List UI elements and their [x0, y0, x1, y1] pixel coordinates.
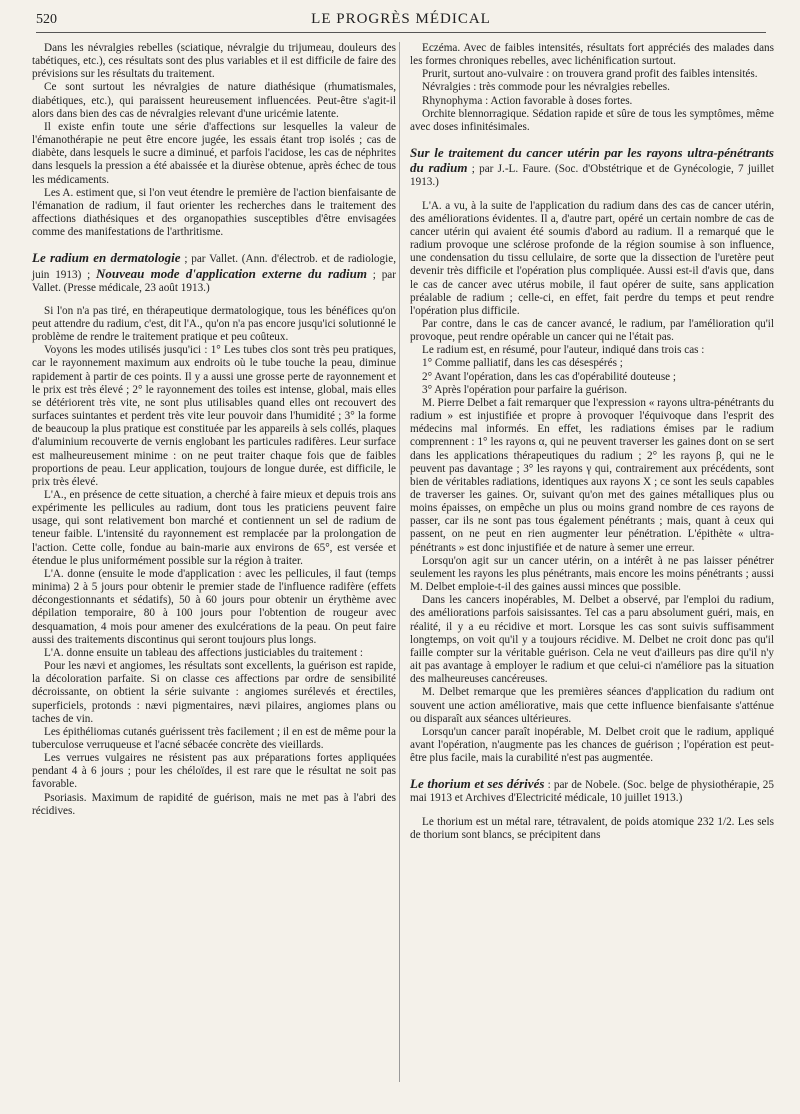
paragraph: Lorsqu'un cancer paraît inopérable, M. Delbet croit que le radium, appliqué avant l'opération, n'augmente pas les chances de guérison ; l'opération est peut-être plus facile, mais la curabilité n'est pas augmentée.: [410, 725, 774, 765]
paragraph: Dans les cancers inopérables, M. Delbet a observé, par l'emploi du radium, des améliorations parfois saisissantes. Tel cas a paru absolument guéri, mais, en réalité, il y a eu récidive et mort. Lorsque les cas sont suivis suffisamment longtemps, on voit qu'il y a toujours récidive. M. Delbet ne croit donc pas qu'il faille compter sur la véritable guérison. Cela ne veut d'ailleurs pas dire qu'il n'y ait pas avantage à employer le radium et que celui-ci n'améliore pas la situation des malheureuses cancéreuses.: [410, 594, 774, 686]
list-item: 3° Après l'opération pour parfaire la guérison.: [422, 383, 628, 396]
paragraph: Les verrues vulgaires ne résistent pas aux préparations fortes appliquées pendant 4 à 6 jours ; pour les chéloïdes, il est rare que le résultat ne soit pas favorable.: [32, 752, 396, 791]
paragraph: Rhynophyma : Action favorable à doses fortes.: [422, 94, 633, 107]
list-item: 1° Comme palliatif, dans les cas désespérés ;: [422, 357, 623, 370]
paragraph: Pour les nævi et angiomes, les résultats sont excellents, la guérison est rapide, la décoloration parfaite. Si on classe ces affections par ordre de sensibilité décroissante, on obtient la série suivante : angiomes surélevés et érectiles, superficiels, protonds : nævi pigmentaires, nævi pilaires, angiomes plans ou taches de vin.: [32, 660, 396, 725]
paragraph: Névralgies : très commode pour les névralgies rebelles.: [422, 81, 670, 94]
paragraph: Par contre, dans le cas de cancer avancé, le radium, par l'amélioration qu'il provoque, peut rendre opérable un cancer qui ne l'était pas.: [410, 317, 774, 344]
section-title: Sur le traitement du cancer utérin par les rayons ultra-pénétrants du radium: [410, 145, 774, 176]
left-column: [32, 42, 396, 818]
section-title: Le thorium et ses dérivés: [410, 776, 545, 792]
paragraph: L'A. donne ensuite un tableau des affections justiciables du traitement :: [44, 646, 364, 659]
section-heading-thorium: [410, 777, 774, 805]
section-reference: ; par Vallet. (Ann. d'électrob. et de radiologie, juin 1913) ;: [32, 253, 396, 281]
section-heading-radium-dermatologie: [32, 251, 396, 294]
paragraph: Les épithéliomas cutanés guérissent très facilement ; il en est de même pour la tuberculose verruqueuse et l'acné sébacée concrète des vieillards.: [32, 725, 396, 751]
paragraph: Prurit, surtout ano-vulvaire : on trouvera grand profit des faibles intensités.: [422, 68, 758, 81]
paragraph: L'A. donne (ensuite le mode d'application : avec les pellicules, il faut (temps minima) 2 à 5 jours pour obtenir le premier stade de l'influence radifère (effets décongestionnants et sédatifs), 50 à 60 jours pour obtenir un érythème avec dépilation temporaire, 80 à 100 jours pour l'obtention de rougeur avec desquamation, 4 mois pour amener des exulcérations de la peau. On peut faire aussi des traitements discontinus qui seront toujours plus longs.: [32, 567, 396, 646]
paragraph: M. Pierre Delbet a fait remarquer que l'expression « rayons ultra-pénétrants du radium » est injustifiée et propre à provoquer l'équivoque dans l'esprit des médecins mal informés. En effet, les radiations émises par le radium comprennent : 1° les rayons α, qui ne peuvent traverser les gaines dont on se sert dans les applications thérapeutiques du radium ; 2° les rayons β, qui ne le peuvent pas davantage ; 3° les rayons γ qui, contrairement aux précédents, sont bien de véritables radiations, identiques aux rayons X ; ce sont les seuls capables de traverser les gaines. Or, suivant qu'on met des gaines métalliques plus ou moins épaisses, on empêche un plus ou moins grand nombre de ces rayons de passer, car ils ne sont pas tous également pénétrants ; mais, quant à ceux qui passent, on ne peut en rien augmenter leur pénétration. L'épithète « ultra-pénétrants » est donc injustifiée et de nature à semer une erreur.: [410, 396, 774, 554]
section-reference: ; par J.-L. Faure. (Soc. d'Obstétrique et de Gynécologie, 7 juillet 1913.): [410, 163, 774, 189]
header-rule: [36, 32, 766, 33]
journal-title: LE PROGRÈS MÉDICAL: [311, 11, 491, 27]
paragraph: Orchite blennorragique. Sédation rapide et sûre de tous les symptômes, même avec doses infinitésimales.: [410, 107, 774, 133]
list-item: 2° Avant l'opération, dans les cas d'opérabilité douteuse ;: [422, 370, 677, 383]
paragraph: Il existe enfin toute une série d'affections sur lesquelles la valeur de l'émanothérapie ne peut être encore jugée, les essais étant trop isolés ; cas de diabète, dans lesquels le sucre a diminué, et parfois l'acidose, les cas de néphrites dans lesquels la pression a été abaissée et la diurèse obtenue, après échec de tous les médicaments.: [32, 120, 396, 186]
paragraph: L'A., en présence de cette situation, a cherché à faire mieux et depuis trois ans expérimente les pellicules au radium, dont tous les praticiens peuvent faire usage, qui sont relativement bon marché et contiennent un sel de radium de teneur faible. L'intensité du rayonnement est remplacée par la prolongation de l'action. Cette colle, fondue au bain-marie aux environs de 65°, est versée et étendue le plus uniformément possible sur la région à traiter.: [32, 489, 396, 567]
paragraph: Eczéma. Avec de faibles intensités, résultats fort appréciés des malades dans les formes chroniques rebelles, avec lichénification surtout.: [410, 42, 774, 68]
page-number: 520: [36, 12, 57, 27]
section-heading-cancer-uterin: [410, 146, 774, 189]
paragraph: Le thorium est un métal rare, tétravalent, de poids atomique 232 1/2. Les sels de thorium sont blancs, se précipitent dans: [410, 815, 774, 841]
paragraph: Psoriasis. Maximum de rapidité de guérison, mais ne met pas à l'abri des récidives.: [32, 791, 396, 817]
paragraph: Voyons les modes utilisés jusqu'ici : 1° Les tubes clos sont très peu pratiques, car le rayonnement maximum aux endroits où le tube touche la peau, diminue rapidement à partir de ces points. Il y a aussi une grosse perte de rayonnement et le prix est très élevé ; 2° le rayonnement des toiles est intense, global, mais elles se détériorent très vite, ne sont plus utilisables quand elles ont recouvert des surfaces suintantes et perdent très vite leur pouvoir dans l'humidité ; 3° la forme de beaucoup la plus pratique est constituée par les appareils à sels collés, plaques d'aluminium recouverte de vernis englobant les particules radifères. Leur surface est malheureusement minime : on ne peut traiter chaque fois que de faibles proportions de peau. Leur application, toujours de longue durée, est difficile, le prix très élevé.: [32, 344, 396, 488]
paragraph: Le radium est, en résumé, pour l'auteur, indiqué dans trois cas :: [422, 344, 705, 357]
section-title: Le radium en dermatologie: [32, 250, 181, 266]
right-column: [410, 42, 774, 842]
paragraph: Ce sont surtout les névralgies de nature diathésique (rhumatismales, diabétiques, etc.), qui paraissent heureusement influencées. Peut-être s'agit-il alors dans bien des cas de névralgies relevant d'une uricémie latente.: [32, 81, 396, 120]
section-title: Nouveau mode d'application externe du radium: [96, 265, 368, 281]
paragraph: L'A. a vu, à la suite de l'application du radium dans des cas de cancer utérin, des améliorations évidentes. Il a, d'autre part, opéré un certain nombre de cas de cancer utérin qui avaient été soumis d'abord au radium. Il a remarqué que le radium provoque une sclérose profonde de la région soumise à son influence, une condensation du tissu cellulaire, de sorte que la dissection de l'uretère peut devenir très difficile et l'opération plus compliquée. Aussi est-il d'avis que, dans le cas de cancer avec utérus mobile, il faut opérer de suite, sans application préalable de radium ; celle-ci, en effet, fait perdre du temps et peut rendre l'opération plus difficile.: [410, 199, 774, 317]
column-divider: [399, 42, 400, 1082]
paragraph: Dans les névralgies rebelles (sciatique, névralgie du trijumeau, douleurs des tabétiques, etc.), ces résultats sont des plus variables et il est difficile de faire des prévisions sur les résultats du traitement.: [32, 42, 396, 81]
section-reference: : par de Nobele. (Soc. belge de physiothérapie, 25 mai 1913 et Archives d'Electricité médicale, 10 juillet 1913.): [410, 779, 774, 805]
paragraph: M. Delbet remarque que les premières séances d'application du radium ont souvent une action améliorative, mais que cette influence bienfaisante s'atténue ou disparaît aux séances ultérieures.: [410, 686, 774, 725]
paragraph: Les A. estiment que, si l'on veut étendre le première de l'action bienfaisante de l'émanation de radium, il faut orienter les recherches dans le traitement des affections diathésiques et des organopathies susceptibles d'être envisagées comme des manifestations de l'arthritisme.: [32, 186, 396, 239]
paragraph: Lorsqu'on agit sur un cancer utérin, on a intérêt à ne pas laisser pénétrer seulement les rayons les plus pénétrants, mais encore les moins pénétrants ; aussi M. Delbet emploie-t-il des gaines aussi minces que possible.: [410, 554, 774, 594]
paragraph: Si l'on n'a pas tiré, en thérapeutique dermatologique, tous les bénéfices qu'on peut attendre du radium, c'est, dit l'A., qu'on n'a pas encore jusqu'ici solutionné le problème de rendre le traitement pratique et peu coûteux.: [32, 304, 396, 344]
page-header: [36, 10, 766, 34]
section-reference: ; par Vallet. (Presse médicale, 23 août 1913.): [32, 268, 396, 294]
